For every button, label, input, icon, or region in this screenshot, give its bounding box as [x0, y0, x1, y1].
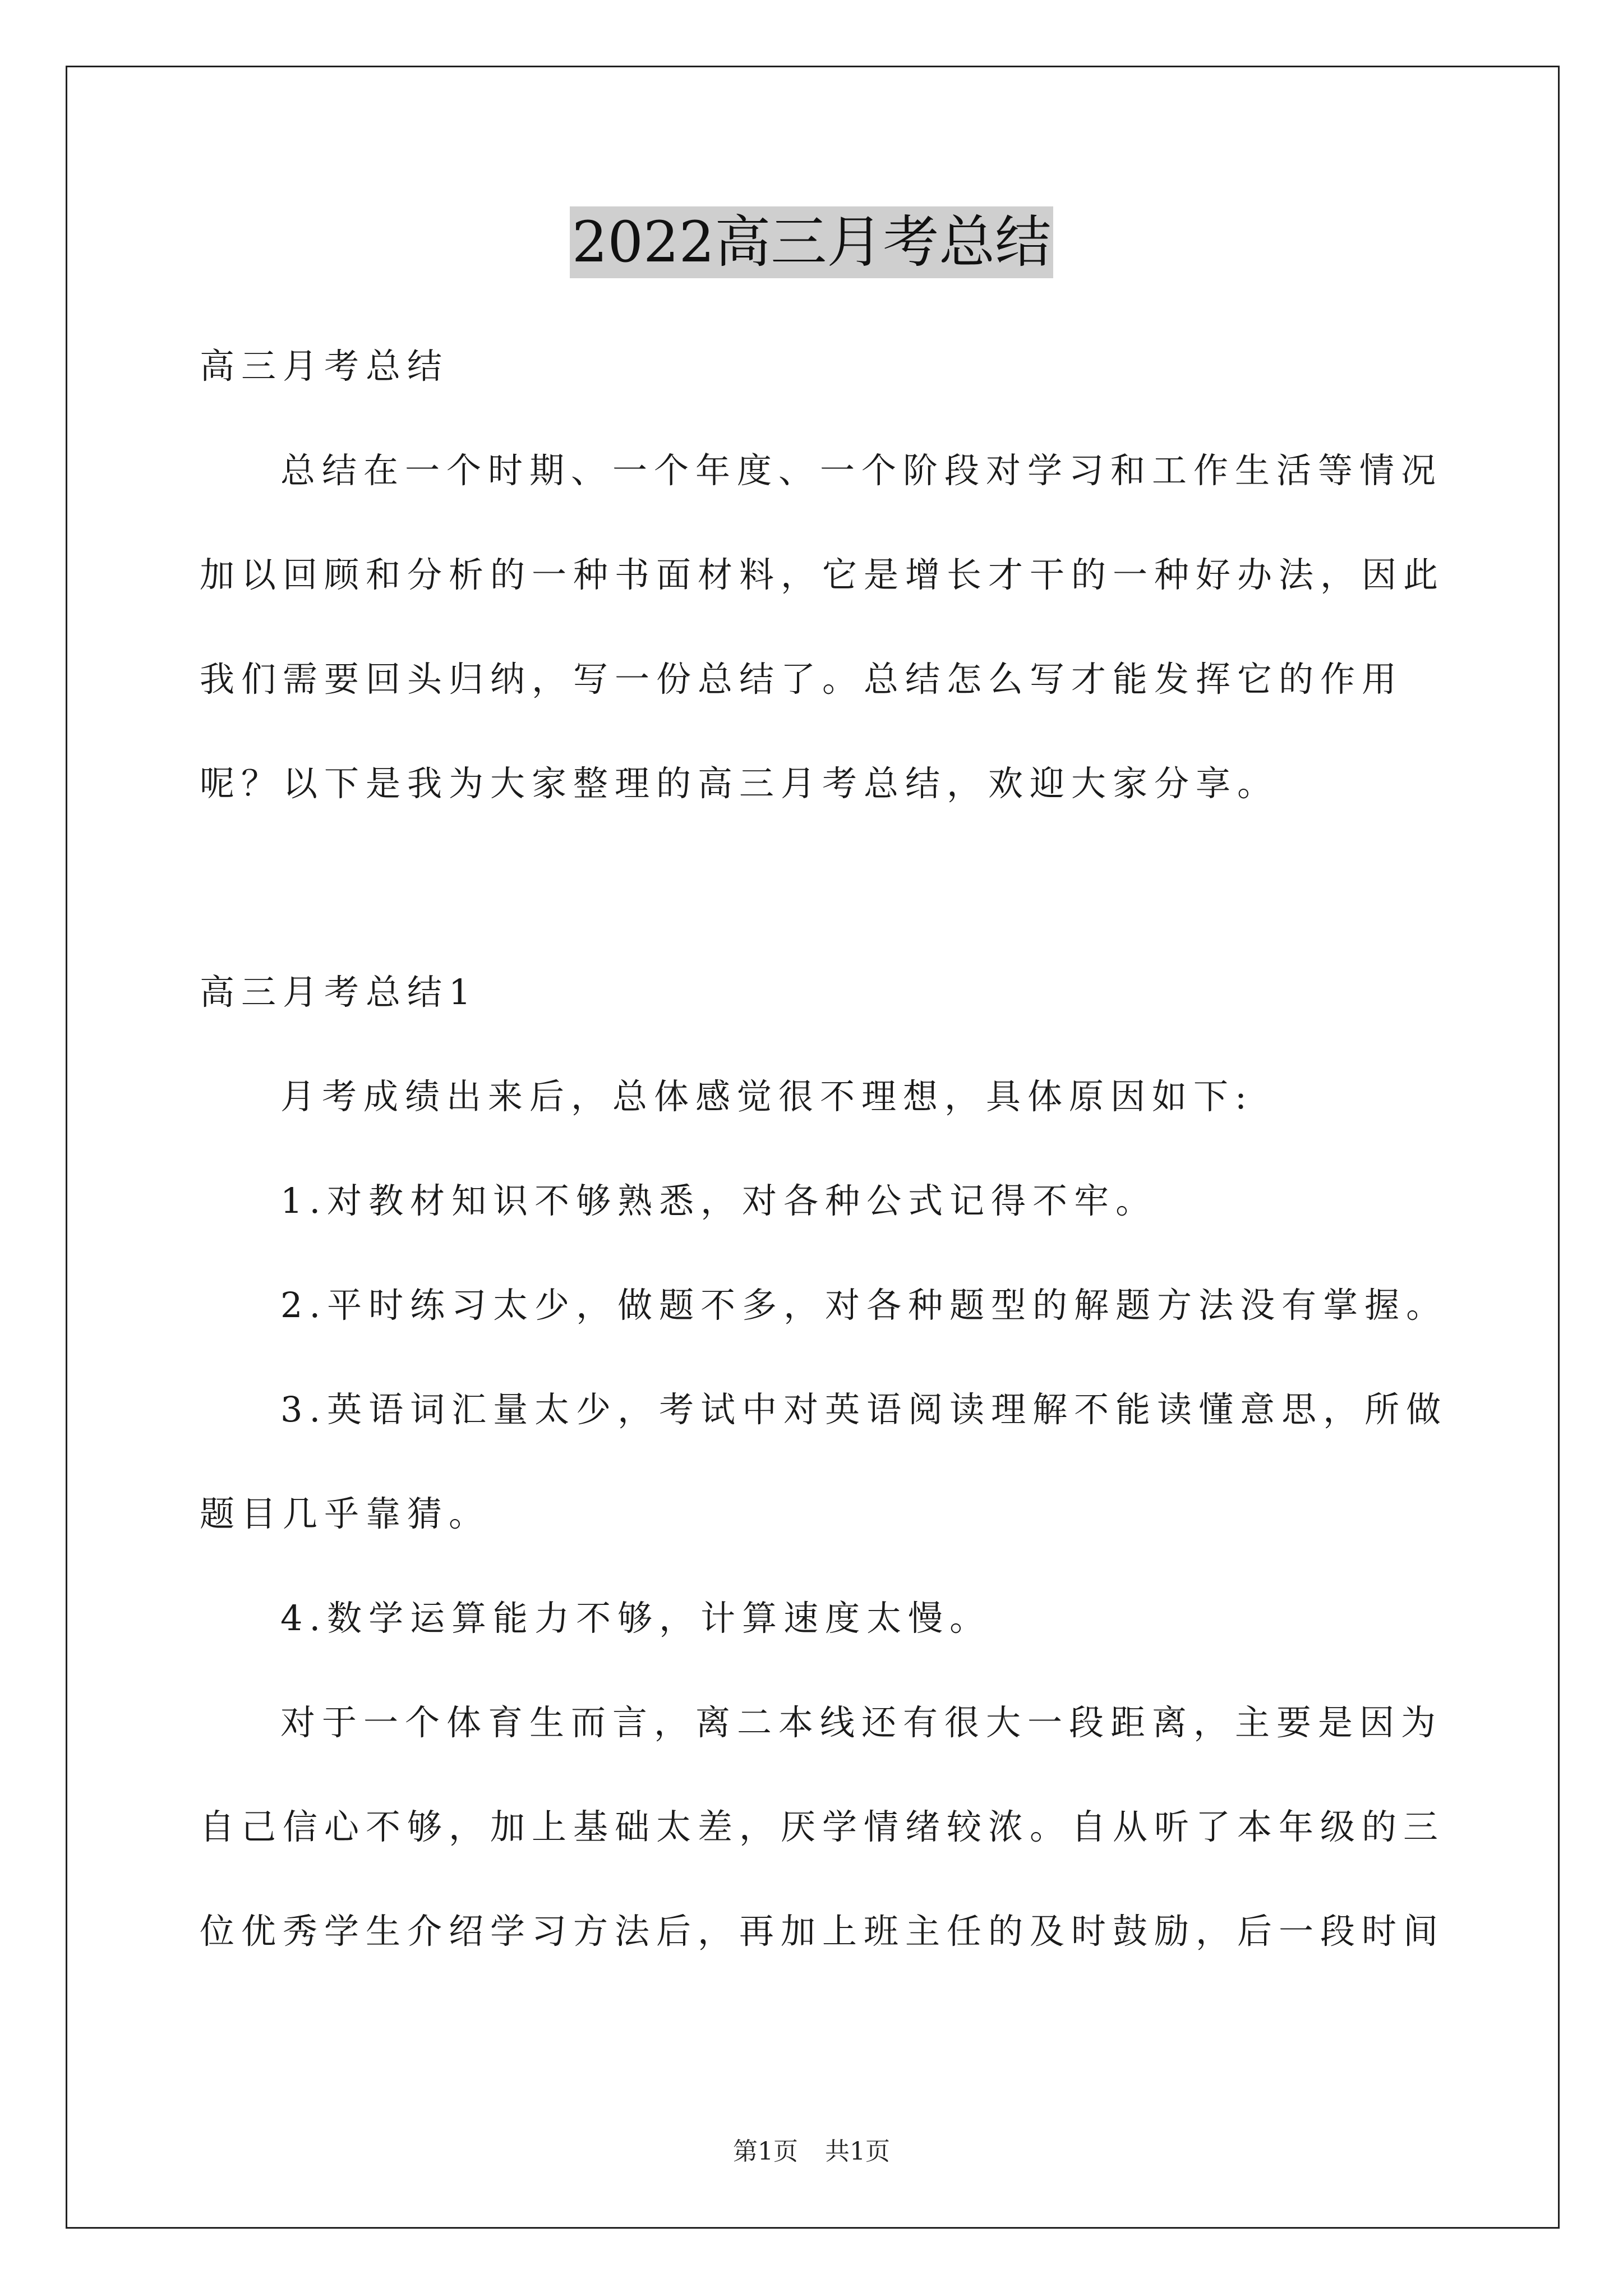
blank-line — [200, 836, 1473, 940]
list-item-4: 4.数学运算能力不够，计算速度太慢。 — [280, 1598, 992, 1639]
intro-paragraph: 总结在一个时期、一个年度、一个阶段对学习和工作生活等情况加以回顾和分析的一种书面材料，它是增长才干的一种好办法，因此我们需要回头归纳，写一份总结了。总结怎么写才能发挥它的作用呢？以下是我为大家整理的高三月考总结，欢迎大家分享。 — [200, 450, 1445, 804]
page-total: 共1页 — [825, 2137, 890, 2166]
section-heading: 高三月考总结 — [200, 346, 449, 386]
list-item-1: 1.对教材知识不够熟悉，对各种公式记得不牢。 — [280, 1180, 1158, 1221]
page-number: 第1页 — [733, 2137, 798, 2166]
page-footer — [0, 2135, 1623, 2169]
document-title: 2022高三月考总结 — [570, 206, 1054, 278]
list-item-2: 2.平时练习太少，做题不多，对各种题型的解题方法没有掌握。 — [280, 1285, 1448, 1326]
section-heading-1: 高三月考总结1 — [200, 972, 478, 1013]
title-container — [0, 206, 1623, 278]
body-paragraph: 月考成绩出来后，总体感觉很不理想，具体原因如下: — [280, 1076, 1253, 1117]
body-paragraph: 对于一个体育生而言，离二本线还有很大一段距离，主要是因为自己信心不够，加上基础太差，厌学情绪较浓。自从听了本年级的三位优秀学生介绍学习方法后，再加上班主任的及时鼓励，后一段时间 — [200, 1702, 1445, 1952]
list-item-3: 3.英语词汇量太少，考试中对英语阅读理解不能读懂意思，所做题目几乎靠猜。 — [200, 1389, 1448, 1534]
document-body — [200, 314, 1473, 1984]
